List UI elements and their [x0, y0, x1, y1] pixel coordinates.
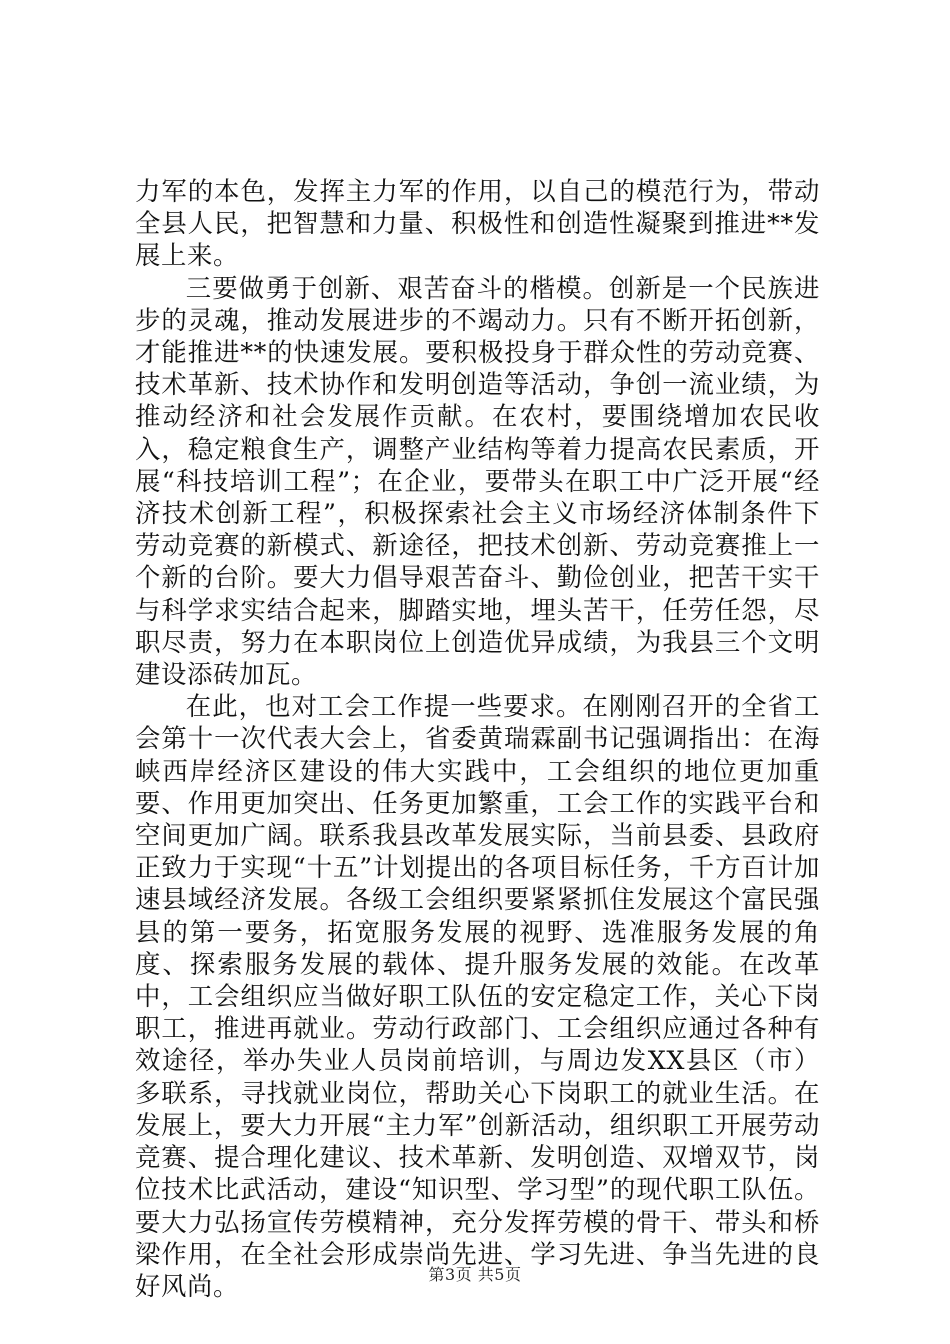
- paragraph-continuation: 力军的本色，发挥主力军的作用，以自己的模范行为，带动全县人民，把智慧和力量、积极性和创造性凝聚到推进**发展上来。: [135, 176, 820, 271]
- paragraph-union-work: 在此，也对工会工作提一些要求。在刚刚召开的全省工会第十一次代表大会上，省委黄瑞霖副书记强调指出：在海峡西岸经济区建设的伟大实践中，工会组织的地位更加重要、作用更加突出、任务更加繁重，工会工作的实践平台和空间更加广阔。联系我县改革发展实际，当前县委、县政府正致力于实现“十五”计划提出的各项目标任务，千方百计加速县域经济发展。各级工会组织要紧紧抓住发展这个富民强县的第一要务，拓宽服务发展的视野、选准服务发展的角度、探索服务发展的载体、提升服务发展的效能。在改革中，工会组织应当做好职工队伍的安定稳定工作，关心下岗职工，推进再就业。劳动行政部门、工会组织应通过各种有效途径，举办失业人员岗前培训，与周边发XX县区（市）多联系，寻找就业岗位，帮助关心下岗职工的就业生活。在发展上，要大力开展“主力军”创新活动，组织职工开展劳动竞赛、提合理化建议、技术革新、发明创造、双增双节，岗位技术比武活动，建设“知识型、学习型”的现代职工队伍。要大力弘扬宣传劳模精神，充分发挥劳模的骨干、带头和桥梁作用，在全社会形成崇尚先进、学习先进、争当先进的良好风尚。: [135, 691, 820, 1301]
- page-number-footer: 第3页 共5页: [428, 1265, 522, 1284]
- document-body: [135, 175, 820, 1302]
- paragraph-innovation: 三要做勇于创新、艰苦奋斗的楷模。创新是一个民族进步的灵魂，推动发展进步的不竭动力。只有不断开拓创新，才能推进**的快速发展。要积极投身于群众性的劳动竞赛、技术革新、技术协作和发明创造等活动，争创一流业绩，为推动经济和社会发展作贡献。在农村，要围绕增加农民收入，稳定粮食生产，调整产业结构等着力提高农民素质，开展“科技培训工程”；在企业，要带头在职工中广泛开展“经济技术创新工程”，积极探索社会主义市场经济体制条件下劳动竞赛的新模式、新途径，把技术创新、劳动竞赛推上一个新的台阶。要大力倡导艰苦奋斗、勤俭创业，把苦干实干与科学求实结合起来，脚踏实地，埋头苦干，任劳任怨，尽职尽责，努力在本职岗位上创造优异成绩，为我县三个文明建设添砖加瓦。: [135, 272, 820, 690]
